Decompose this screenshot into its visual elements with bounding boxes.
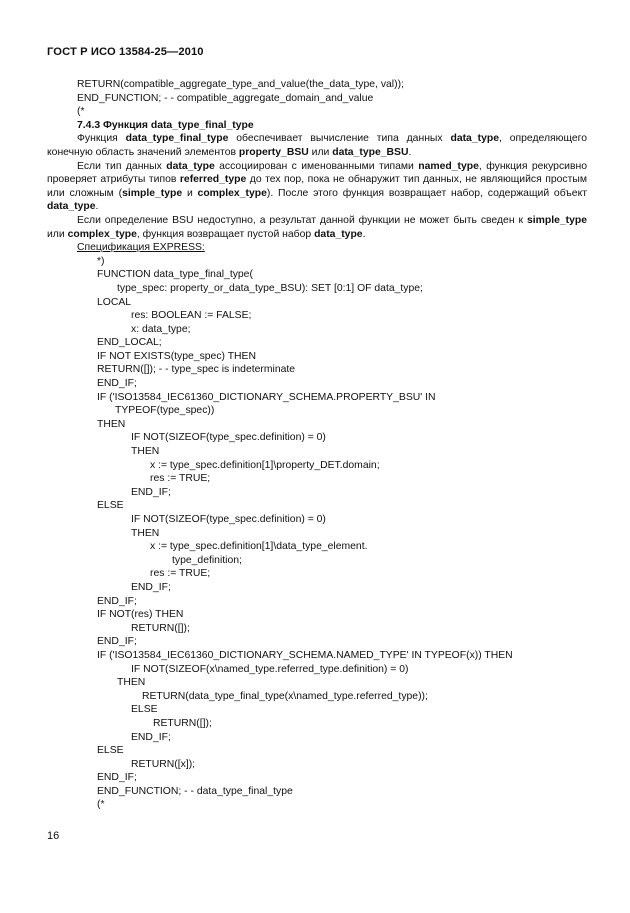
code-line: RETURN([x]); (131, 758, 196, 770)
code-line: ELSE (131, 704, 158, 716)
code-line: IF NOT(SIZEOF(x\named_type.referred_type.definition) = 0) (131, 663, 409, 675)
code-line: THEN (97, 418, 126, 430)
code-line: x := type_spec.definition[1]\data_type_element. (150, 541, 368, 553)
code-line: x: data_type; (131, 323, 191, 335)
code-line: type_spec: property_or_data_type_BSU): SET [0:1] OF data_type; (117, 282, 423, 294)
code-line: ELSE (97, 500, 124, 512)
code-line: (* (77, 106, 85, 118)
code-line: LOCAL (97, 296, 132, 308)
code-line: type_definition; (172, 554, 242, 566)
code-line: RETURN(compatible_aggregate_type_and_value(the_data_type, val)); (77, 79, 404, 90)
code-line: IF NOT EXISTS(type_spec) THEN (97, 350, 256, 362)
code-line: RETURN(data_type_final_type(x\named_type.referred_type)); (142, 690, 428, 702)
code-line: IF NOT(SIZEOF(type_spec.definition) = 0) (131, 432, 326, 444)
code-line: END_IF; (97, 636, 137, 648)
code-line: IF NOT(res) THEN (97, 609, 184, 621)
paragraph-1: Функция data_type_final_type обеспечивает вычисление типа данных data_type, определяющего конечную область значений элементов property_BSU или data_type_BSU. (47, 133, 587, 158)
code-line: END_FUNCTION; - - compatible_aggregate_domain_and_value (77, 92, 374, 104)
code-line: IF ('ISO13584_IEC61360_DICTIONARY_SCHEMA.NAMED_TYPE' IN TYPEOF(x)) THEN (97, 649, 513, 661)
code-line: END_IF; (97, 595, 137, 607)
code-line: END_LOCAL; (97, 337, 162, 349)
code-line: IF ('ISO13584_IEC61360_DICTIONARY_SCHEMA.PROPERTY_BSU' IN (97, 391, 436, 403)
code-line: THEN (117, 677, 146, 689)
spec-label: Спецификация EXPRESS: (77, 242, 205, 254)
code-line: (* (97, 799, 105, 811)
code-line: RETURN([]); (153, 717, 212, 729)
document-header: ГОСТ Р ИСО 13584-25—2010 (47, 46, 204, 58)
paragraph-3: Если определение BSU недоступно, а результат данной функции не может быть сведен к simple_type или complex_type, функция возвращает пустой набор data_type. (47, 214, 587, 240)
code-line: x := type_spec.definition[1]\property_DET.domain; (150, 459, 380, 471)
code-line: END_IF; (131, 486, 171, 498)
code-line: IF NOT(SIZEOF(type_spec.definition) = 0) (131, 514, 326, 525)
code-line: END_IF; (97, 378, 137, 390)
paragraph-2: Если тип данных data_type ассоциирован с именованными типами named_type, функция рекурсивно проверяет атрибуты типов referred_type до тех пор, пока не обнаружит тип данных, не являющийся простым или сложным (simple_type и complex_type). После этого функция возвращает набор, содержащий объект data_type. (47, 160, 587, 213)
document-body (47, 78, 587, 812)
code-line: END_IF; (131, 581, 171, 593)
code-line: END_FUNCTION; - - data_type_final_type (97, 785, 293, 797)
code-line: ELSE (97, 745, 124, 757)
code-line: TYPEOF(type_spec)) (115, 405, 215, 417)
code-line: res: BOOLEAN := FALSE; (131, 310, 252, 322)
code-line: RETURN([]); (131, 622, 190, 634)
code-line: THEN (131, 527, 160, 539)
code-line: THEN (131, 446, 160, 458)
code-line: END_IF; (97, 772, 137, 784)
code-line: END_IF; (131, 731, 171, 743)
code-line: res := TRUE; (150, 568, 211, 580)
code-line: res := TRUE; (150, 473, 211, 485)
code-line: *) (97, 255, 105, 267)
code-line: RETURN([]); - - type_spec is indeterminate (97, 364, 296, 376)
page-number: 16 (47, 830, 60, 842)
section-heading: 7.4.3 Функция data_type_final_type (77, 119, 254, 131)
code-line: FUNCTION data_type_final_type( (97, 269, 253, 281)
